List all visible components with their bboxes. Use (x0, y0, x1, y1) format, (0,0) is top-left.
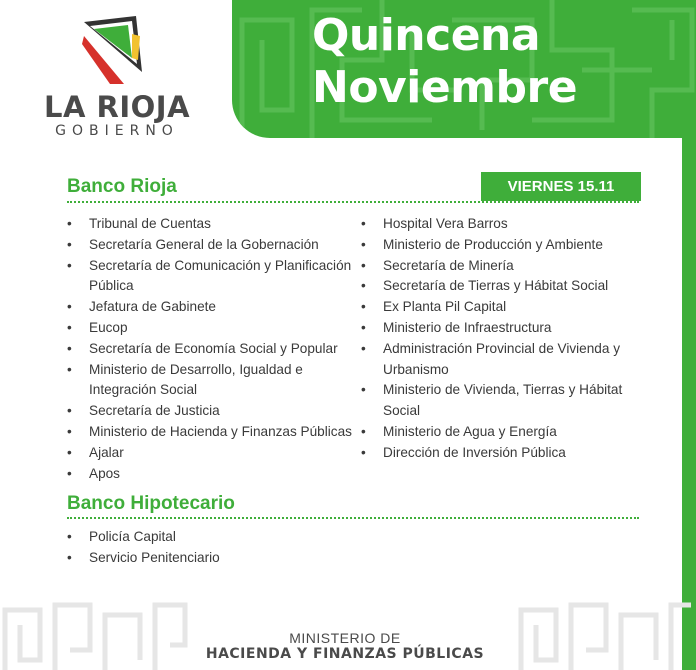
list-item: • Secretaría General de la Gobernación (67, 235, 357, 256)
list-item: Social (383, 403, 421, 419)
section-divider (67, 517, 639, 519)
list-item: • Ministerio de Producción y Ambiente (361, 235, 641, 256)
footer-pattern-right (516, 600, 696, 670)
list-item: Urbanismo (383, 361, 449, 377)
logo-line-1: LA RIOJA (43, 90, 191, 124)
title-line-2: Noviembre (312, 62, 578, 113)
section-title-banco-rioja: Banco Rioja (67, 176, 177, 197)
logo-text (42, 92, 192, 140)
list-item: • Secretaría de Minería (361, 256, 641, 277)
list-item: • Eucop (67, 318, 357, 339)
footer-pattern-left (0, 600, 190, 670)
list-item: • Policía Capital (67, 527, 357, 548)
list-item: • Jefatura de Gabinete (67, 297, 357, 318)
la-rioja-logo-mark (80, 14, 146, 86)
list-item: • Ministerio de Infraestructura (361, 318, 641, 339)
section-title-banco-hipotecario: Banco Hipotecario (67, 493, 235, 514)
list-item: • Dirección de Inversión Pública (361, 443, 641, 464)
list-item: • Secretaría de Tierras y Hábitat Social (361, 276, 641, 297)
list-item: • Ministerio de Vivienda, Tierras y Hábitat (361, 380, 641, 401)
list-item: • Secretaría de Economía Social y Popular (67, 339, 357, 360)
list-item: • Hospital Vera Barros (361, 214, 641, 235)
list-item: • Tribunal de Cuentas (67, 214, 357, 235)
section-divider (67, 201, 639, 203)
list-item: • Ministerio de Agua y Energía (361, 422, 641, 443)
page-title (312, 10, 577, 114)
list-item: • Servicio Penitenciario (67, 548, 357, 569)
list-item: • Secretaría de Justicia (67, 401, 357, 422)
list-item: Integración Social (89, 382, 198, 398)
right-green-strip (682, 138, 696, 670)
footer-line-2: HACIENDA Y FINANZAS PÚBLICAS (205, 646, 485, 662)
date-badge: VIERNES 15.11 (481, 172, 641, 201)
list-item: • Ministerio de Hacienda y Finanzas Públicas (67, 422, 357, 443)
list-item: • Administración Provincial de Vivienda y (361, 339, 641, 360)
list-item: • Ajalar (67, 443, 357, 464)
list-item: • Ex Planta Pil Capital (361, 297, 641, 318)
footer-line-1: MINISTERIO DE (289, 630, 401, 646)
list-item: • Ministerio de Desarrollo, Igualdad e (67, 360, 357, 381)
list-item: • Secretaría de Comunicación y Planificación (67, 256, 357, 277)
list-item: Pública (89, 278, 134, 294)
footer-ministry (200, 630, 490, 663)
logo-line-2: GOBIERNO (55, 123, 179, 139)
title-line-1: Quincena (312, 10, 541, 61)
banco-hipotecario-list (67, 527, 357, 569)
list-item: • Apos (67, 464, 357, 485)
banco-rioja-list-left (67, 214, 357, 484)
banco-rioja-list-right (361, 214, 641, 464)
